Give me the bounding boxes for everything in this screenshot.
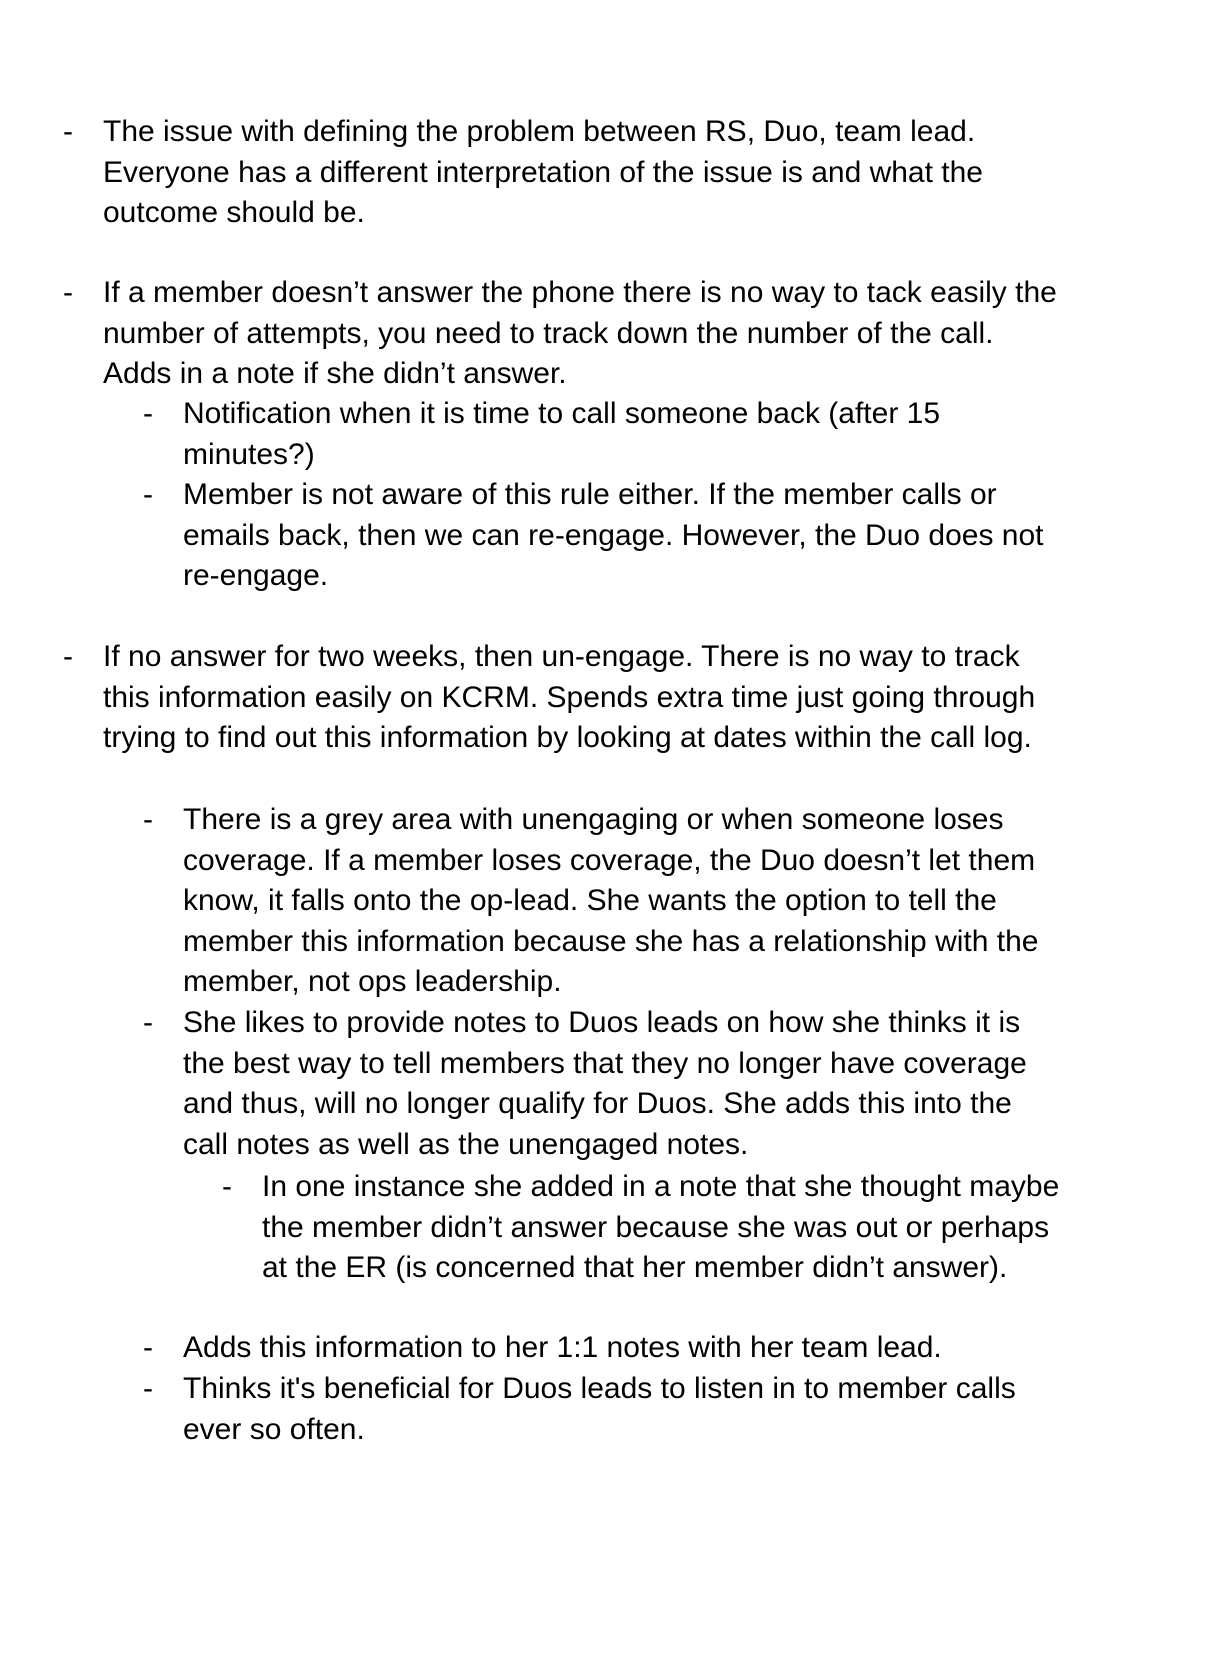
sub-bullet-item [143, 800, 1063, 1003]
bullet-dash: - [143, 397, 153, 430]
bullet-item [63, 112, 1063, 234]
bullet-dash: - [63, 640, 73, 673]
bullet-text: The issue with defining the problem between RS, Duo, team lead. Everyone has a different interpretation of the issue is and what the outcome should be. [103, 115, 983, 229]
sub-sub-bullet-item [222, 1167, 1064, 1289]
bullet-text: In one instance she added in a note that she thought maybe the member didn’t answer because she was out or perhaps at the ER (is concerned that her member didn’t answer). [262, 1170, 1060, 1284]
bullet-text: Thinks it's beneficial for Duos leads to listen in to member calls ever so often. [183, 1372, 1016, 1446]
bullet-text: There is a grey area with unengaging or when someone loses coverage. If a member loses coverage, the Duo doesn’t let them know, it falls onto the op-lead. She wants the option to tell the member this information because she has a relationship with the member, not ops leadership. [183, 803, 1039, 998]
bullet-dash: - [143, 478, 153, 511]
bullet-text: If a member doesn’t answer the phone there is no way to tack easily the number of attempts, you need to track down the number of the call. Adds in a note if she didn’t answer. [103, 276, 1057, 390]
bullet-dash: - [63, 276, 73, 309]
bullet-text: She likes to provide notes to Duos leads on how she thinks it is the best way to tell members that they no longer have coverage and thus, will no longer qualify for Duos. She adds this into the call notes as well as the unengaged notes. [183, 1006, 1027, 1161]
sub-bullet-item [143, 1003, 1063, 1165]
sub-bullet-item [143, 475, 1063, 597]
bullet-text: Notification when it is time to call someone back (after 15 minutes?) [183, 397, 941, 471]
bullet-text: Member is not aware of this rule either. If the member calls or emails back, then we can re-engage. However, the Duo does not re-engage. [183, 478, 1044, 592]
bullet-dash: - [222, 1170, 232, 1203]
bullet-text: If no answer for two weeks, then un-engage. There is no way to track this information easily on KCRM. Spends extra time just going through trying to find out this information by looking at dates within the call log. [103, 640, 1036, 754]
sub-bullet-item [143, 1328, 1063, 1369]
bullet-item [63, 637, 1063, 759]
bullet-dash: - [143, 1331, 153, 1364]
bullet-text: Adds this information to her 1:1 notes with her team lead. [183, 1331, 942, 1364]
bullet-item [63, 273, 1063, 395]
bullet-dash: - [143, 803, 153, 836]
sub-bullet-item [143, 1369, 1063, 1450]
sub-bullet-item [143, 394, 1063, 475]
bullet-dash: - [143, 1006, 153, 1039]
bullet-dash: - [143, 1372, 153, 1405]
bullet-dash: - [63, 115, 73, 148]
